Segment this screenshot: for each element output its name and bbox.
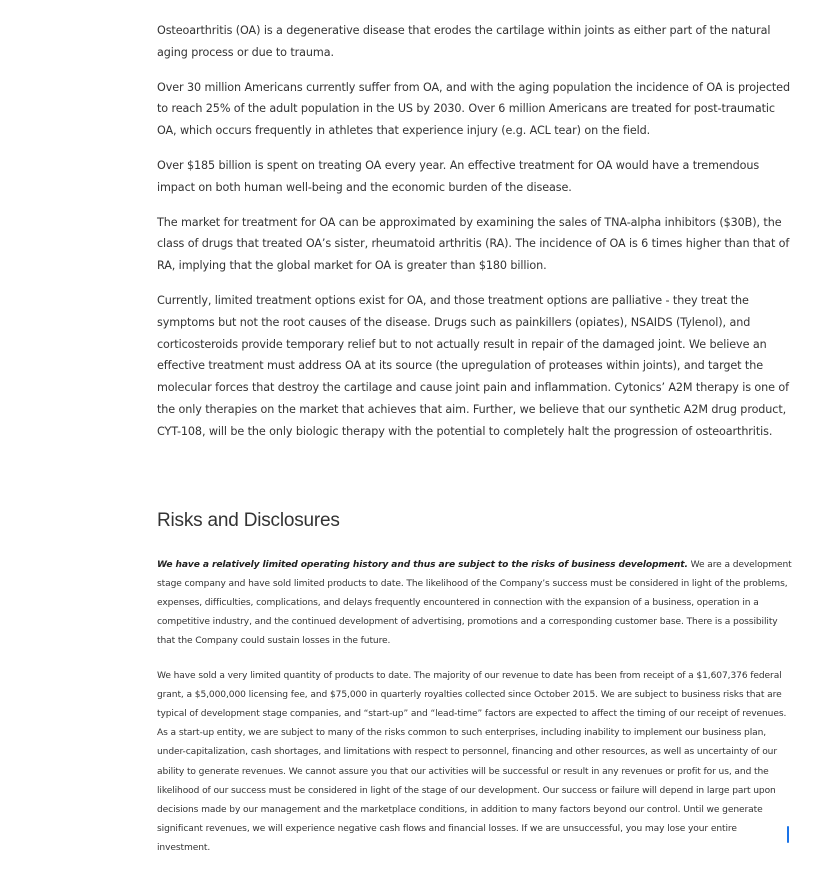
risk-paragraph: We have sold a very limited quantity of products to date. The majority of our revenue to date has been from receipt of a $1,607,376 federal grant, a $5,000,000 licensing fee, and $75,000 in quarterly royalties collected since October 2015. We are subject to business risks that are typical of development stage companies, and “start-up” and “lead-time” factors are expected to affect the timing of our receipt of revenues. As a start-up entity, we are subject to many of the risks common to such enterprises, including inability to implement our business plan, under-capitalization, cash shortages, and limitations with respect to personnel, financing and other resources, as well as uncertainty of our ability to generate revenues. We cannot assure you that our activities will be successful or result in any revenues or profit for us, and the likelihood of our success must be considered in light of the stage of our development. Our success or failure will depend in large part upon decisions made by our management and the marketplace conditions, in addition to many factors beyond our control. Until we generate significant revenues, we will experience negative cash flows and financial losses. If we are unsuccessful, you may lose your entire investment. — [157, 670, 787, 854]
risks-heading: Risks and Disclosures — [157, 509, 340, 531]
risk-paragraph — [157, 556, 792, 652]
intro-paragraph: Currently, limited treatment options exist for OA, and those treatment options are palliative - they treat the symptoms but not the root causes of the disease. Drugs such as painkillers (opiates), NSAIDS (Tylenol), and corticosteroids provide temporary relief but to not actually result in repair of the damaged joint. We believe an effective treatment must address OA at its source (the upregulation of proteases within joints), and target the molecular forces that destroy the cartilage and cause joint pain and inflammation. Cytonics’ A2M therapy is one of the only therapies on the market that achieves that aim. Further, we believe that our synthetic A2M drug product, CYT-108, will be the only biologic therapy with the potential to completely halt the progression of osteoarthritis. — [157, 293, 789, 438]
risk-lead-text: We have a relatively limited operating history and thus are subject to the risks of business development. — [157, 559, 688, 570]
risk-body-text: We are a development stage company and have sold limited products to date. The likelihood of the Company’s success must be considered in light of the problems, expenses, difficulties, complications, and delays frequently encountered in connection with the expansion of a business, operation in a competitive industry, and the continued development of advertising, promotions and a corresponding customer base. There is a possibility that the Company could sustain losses in the future. — [157, 559, 792, 647]
intro-paragraph: Over $185 billion is spent on treating OA every year. An effective treatment for OA would have a tremendous impact on both human well-being and the economic burden of the disease. — [157, 158, 760, 194]
intro-paragraph: Osteoarthritis (OA) is a degenerative disease that erodes the cartilage within joints as either part of the natural aging process or due to trauma. — [157, 24, 771, 59]
intro-paragraph: Over 30 million Americans currently suffer from OA, and with the aging population the incidence of OA is projected to reach 25% of the adult population in the US by 2030. Over 6 million Americans are treated for post-traumatic OA, which occurs frequently in athletes that experience injury (e.g. ACL tear) on the field. — [157, 80, 790, 138]
text-cursor-marker — [787, 826, 789, 843]
article-content — [157, 20, 792, 873]
intro-paragraph: The market for treatment for OA can be approximated by examining the sales of TNA-alpha inhibitors ($30B), the class of drugs that treated OA’s sister, rheumatoid arthritis (RA). The incidence of OA is 6 times higher than that of RA, implying that the global market for OA is greater than $180 billion. — [157, 215, 790, 273]
intro-section — [157, 20, 792, 443]
risks-section — [157, 556, 792, 859]
